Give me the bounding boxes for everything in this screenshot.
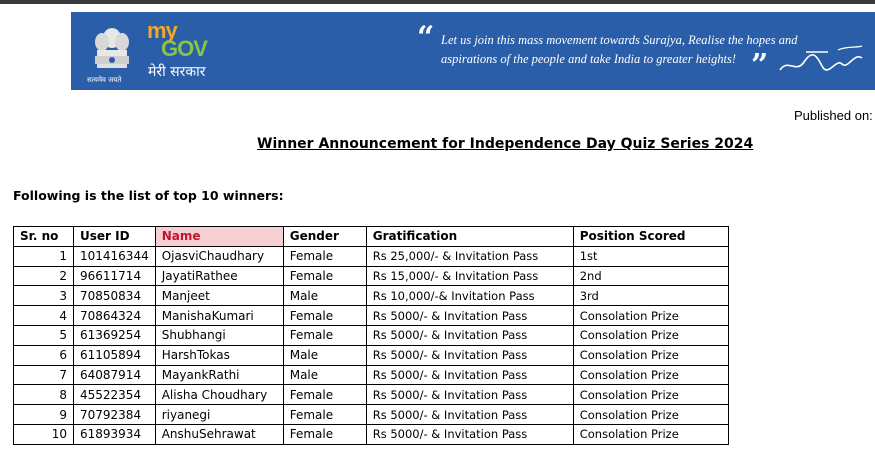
quote-close-mark: ” — [751, 48, 769, 83]
cell-position: 1st — [573, 246, 728, 266]
header-gender: Gender — [283, 227, 366, 247]
cell-gender: Male — [283, 286, 366, 306]
cell-gender: Male — [283, 345, 366, 365]
cell-user-id: 96611714 — [74, 266, 156, 286]
cell-sr-no: 4 — [14, 306, 74, 326]
cell-name: AnshuSehrawat — [155, 424, 283, 444]
cell-sr-no: 9 — [14, 405, 74, 425]
table-row — [14, 385, 729, 405]
mygov-logo-hindi: मेरी सरकार — [148, 64, 206, 80]
published-on-label: Published on: — [794, 108, 873, 123]
cell-gender: Female — [283, 385, 366, 405]
cell-position: 2nd — [573, 266, 728, 286]
cell-gender: Female — [283, 266, 366, 286]
table-row — [14, 365, 729, 385]
header-user-id: User ID — [74, 227, 156, 247]
cell-gender: Female — [283, 306, 366, 326]
cell-gratification: Rs 10,000/-& Invitation Pass — [366, 286, 573, 306]
cell-gratification: Rs 5000/- & Invitation Pass — [366, 405, 573, 425]
cell-gender: Female — [283, 246, 366, 266]
cell-gratification: Rs 5000/- & Invitation Pass — [366, 424, 573, 444]
cell-gratification: Rs 5000/- & Invitation Pass — [366, 325, 573, 345]
cell-user-id: 70864324 — [74, 306, 156, 326]
national-emblem-icon — [83, 16, 141, 88]
cell-name: MayankRathi — [155, 365, 283, 385]
cell-sr-no: 8 — [14, 385, 74, 405]
cell-sr-no: 7 — [14, 365, 74, 385]
cell-user-id: 61369254 — [74, 325, 156, 345]
header-position-scored: Position Scored — [573, 227, 728, 247]
cell-gratification: Rs 5000/- & Invitation Pass — [366, 365, 573, 385]
cell-name: ManishaKumari — [155, 306, 283, 326]
table-row — [14, 246, 729, 266]
mygov-logo-my: my — [147, 18, 177, 43]
header-sr-no: Sr. no — [14, 227, 74, 247]
page-title: Winner Announcement for Independence Day Quiz Series 2024 — [257, 136, 754, 152]
table-header-row — [14, 227, 729, 247]
cell-gratification: Rs 15,000/- & Invitation Pass — [366, 266, 573, 286]
mygov-banner — [71, 12, 875, 90]
winners-table — [13, 226, 729, 445]
cell-name: OjasviChaudhary — [155, 246, 283, 266]
emblem-caption: सत्यमेव जयते — [87, 76, 122, 84]
cell-name: Manjeet — [155, 286, 283, 306]
cell-gender: Female — [283, 424, 366, 444]
cell-name: riyanegi — [155, 405, 283, 425]
cell-user-id: 61105894 — [74, 345, 156, 365]
intro-text: Following is the list of top 10 winners: — [13, 188, 284, 203]
cell-position: Consolation Prize — [573, 325, 728, 345]
cell-gratification: Rs 5000/- & Invitation Pass — [366, 385, 573, 405]
cell-user-id: 61893934 — [74, 424, 156, 444]
table-row — [14, 325, 729, 345]
pm-signature — [776, 44, 866, 84]
cell-sr-no: 6 — [14, 345, 74, 365]
cell-user-id: 64087914 — [74, 365, 156, 385]
table-row — [14, 424, 729, 444]
cell-user-id: 70850834 — [74, 286, 156, 306]
cell-position: Consolation Prize — [573, 345, 728, 365]
top-border — [0, 0, 875, 4]
cell-sr-no: 2 — [14, 266, 74, 286]
banner-quote-line-2: aspirations of the people and take India to greater heights! — [441, 52, 736, 66]
cell-position: 3rd — [573, 286, 728, 306]
cell-position: Consolation Prize — [573, 306, 728, 326]
cell-user-id: 101416344 — [74, 246, 156, 266]
cell-sr-no: 10 — [14, 424, 74, 444]
cell-position: Consolation Prize — [573, 424, 728, 444]
header-gratification: Gratification — [366, 227, 573, 247]
cell-gratification: Rs 25,000/- & Invitation Pass — [366, 246, 573, 266]
cell-name: Alisha Choudhary — [155, 385, 283, 405]
cell-user-id: 45522354 — [74, 385, 156, 405]
cell-gender: Male — [283, 365, 366, 385]
cell-gender: Female — [283, 405, 366, 425]
cell-sr-no: 5 — [14, 325, 74, 345]
cell-sr-no: 1 — [14, 246, 74, 266]
cell-user-id: 70792384 — [74, 405, 156, 425]
banner-quote-line-1: Let us join this mass movement towards Surajya, Realise the hopes and — [441, 33, 798, 47]
cell-gratification: Rs 5000/- & Invitation Pass — [366, 345, 573, 365]
cell-name: HarshTokas — [155, 345, 283, 365]
mygov-logo-gov: GOV — [161, 36, 207, 61]
table-row — [14, 345, 729, 365]
header-name: Name — [155, 227, 283, 247]
quote-open-mark: “ — [417, 20, 435, 55]
cell-name: Shubhangi — [155, 325, 283, 345]
cell-gratification: Rs 5000/- & Invitation Pass — [366, 306, 573, 326]
cell-sr-no: 3 — [14, 286, 74, 306]
cell-gender: Female — [283, 325, 366, 345]
cell-name: JayatiRathee — [155, 266, 283, 286]
cell-position: Consolation Prize — [573, 385, 728, 405]
cell-position: Consolation Prize — [573, 405, 728, 425]
table-row — [14, 266, 729, 286]
cell-position: Consolation Prize — [573, 365, 728, 385]
table-row — [14, 306, 729, 326]
table-row — [14, 405, 729, 425]
table-row — [14, 286, 729, 306]
